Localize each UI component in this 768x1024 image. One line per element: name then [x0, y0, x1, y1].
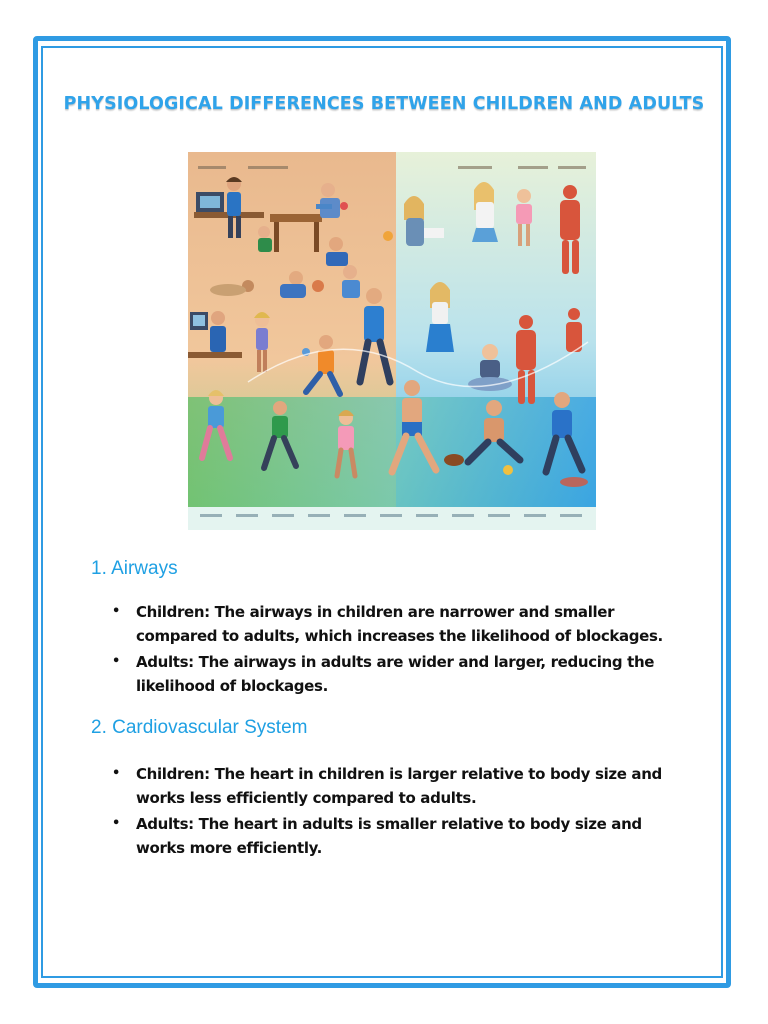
airways-bullet-list	[112, 600, 672, 700]
list-item	[112, 600, 672, 648]
bullet-text: Children: The heart in children is larger relative to body size and works less efficiently compared to adults.	[136, 765, 662, 807]
list-item	[112, 812, 672, 860]
list-item	[112, 650, 672, 698]
bullet-icon: •	[112, 816, 120, 831]
bullet-icon: •	[112, 766, 120, 781]
list-item	[112, 762, 672, 810]
bullet-text: Adults: The airways in adults are wider and larger, reducing the likelihood of blockages.	[136, 653, 655, 695]
bullet-text: Children: The airways in children are narrower and smaller compared to adults, which increases the likelihood of blockages.	[136, 603, 663, 645]
section-heading-cardiovascular: 2. Cardiovascular System	[91, 717, 308, 738]
section-heading-airways: 1. Airways	[91, 558, 178, 579]
page-title: PHYSIOLOGICAL DIFFERENCES BETWEEN CHILDREN AND ADULTS	[63, 94, 705, 114]
children-adults-illustration	[188, 152, 596, 530]
bullet-icon: •	[112, 604, 120, 619]
bullet-text: Adults: The heart in adults is smaller relative to body size and works more efficiently.	[136, 815, 642, 857]
bullet-icon: •	[112, 654, 120, 669]
cardiovascular-bullet-list	[112, 762, 672, 862]
